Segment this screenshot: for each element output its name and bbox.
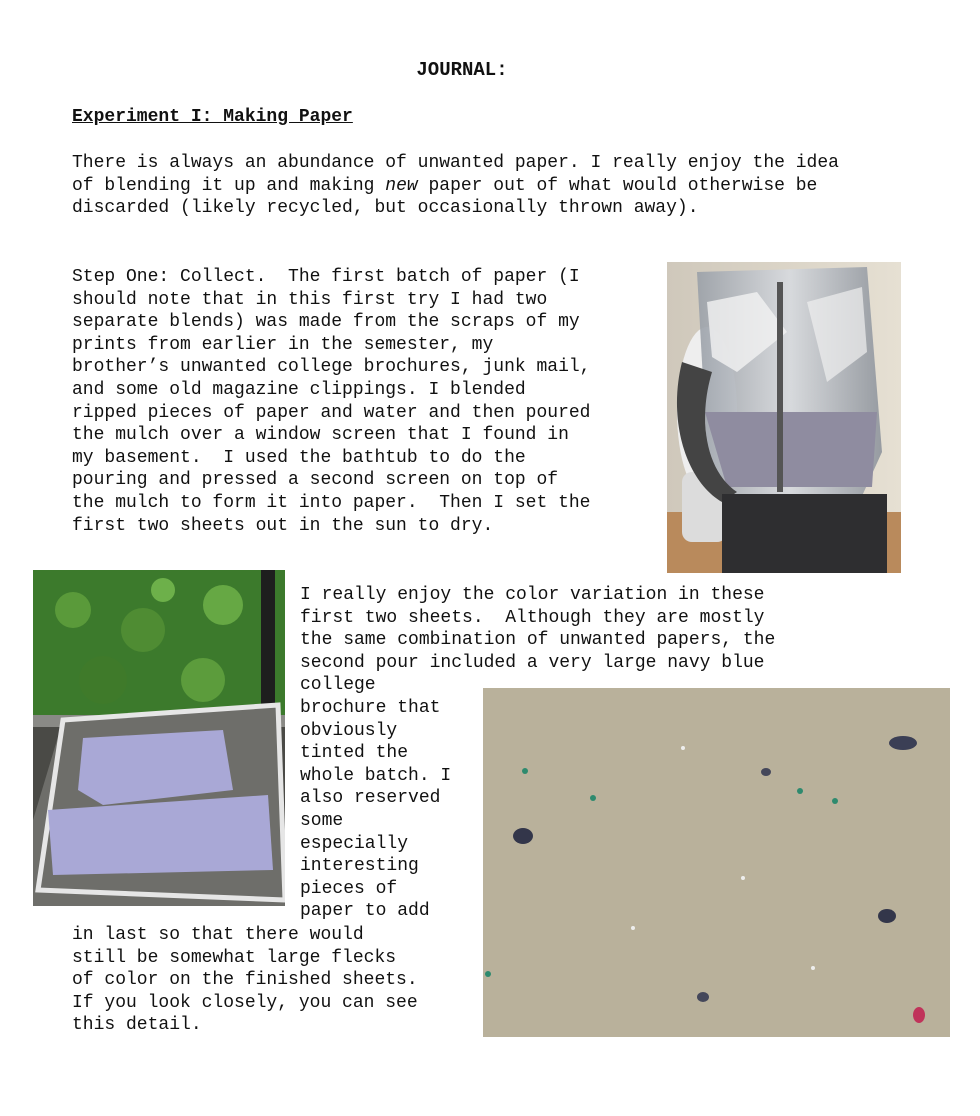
step-one-line: separate blends) was made from the scraps of my (72, 312, 580, 333)
step-one-line: ripped pieces of paper and water and then poured (72, 402, 591, 423)
blender-photo (667, 262, 901, 573)
step-one-line: prints from earlier in the semester, my (72, 334, 494, 355)
color-paragraph-top (300, 584, 775, 697)
color-paragraph-line: second pour included a very large navy blue (300, 652, 765, 673)
step-one-line: brother’s unwanted college brochures, junk mail, (72, 357, 591, 378)
color-paragraph-line: college (300, 675, 376, 696)
section-title: Experiment I: Making Paper (72, 107, 353, 127)
color-paragraph-line: still be somewhat large flecks (72, 947, 397, 968)
color-paragraph-line: of color on the finished sheets. (72, 970, 418, 991)
color-paragraph-line: interesting (300, 856, 419, 877)
step-one-line: Step One: Collect. The first batch of paper (I (72, 267, 580, 287)
color-paragraph-line: whole batch. I (300, 765, 452, 786)
color-paragraph-line: brochure that (300, 698, 441, 718)
color-paragraph-line: in last so that there would (72, 925, 364, 945)
step-one-line: first two sheets out in the sun to dry. (72, 515, 494, 536)
intro-emphasis: new (385, 175, 418, 196)
color-paragraph-line: I really enjoy the color variation in these (300, 585, 765, 605)
step-one-line: should note that in this first try I had two (72, 289, 548, 310)
intro-text-start: There is always an abundance of unwanted paper. I really enjoy the idea of blending it up and making (72, 153, 839, 196)
color-paragraph-line: first two sheets. Although they are mostly (300, 607, 765, 628)
color-paragraph-line: If you look closely, you can see (72, 992, 418, 1013)
color-paragraph-line: also reserved (300, 788, 441, 809)
step-one-line: the mulch to form it into paper. Then I set the (72, 492, 591, 513)
blender-base-shape (722, 494, 887, 573)
step-one-line: my basement. I used the bathtub to do the (72, 447, 526, 468)
step-one-line: and some old magazine clippings. I blended (72, 379, 526, 400)
step-one-line: the mulch over a window screen that I found in (72, 425, 569, 446)
drying-sheets-photo (33, 570, 285, 906)
color-paragraph-line: obviously (300, 720, 398, 741)
color-paragraph-line: the same combination of unwanted papers, the (300, 630, 776, 651)
color-paragraph-line: this detail. (72, 1015, 202, 1036)
page-heading: JOURNAL: (416, 59, 508, 81)
color-paragraph-bottom (72, 924, 418, 1037)
step-one-paragraph (72, 266, 590, 537)
intro-paragraph (72, 152, 847, 220)
paper-texture-photo (483, 688, 950, 1037)
intro-text-end: paper out of what would otherwise be discarded (likely recycled, but occasionally thrown away). (72, 175, 818, 219)
color-paragraph-line: some (300, 810, 344, 831)
step-one-line: pouring and pressed a second screen on top of (72, 470, 559, 491)
color-paragraph-line: paper to add (300, 901, 430, 922)
color-paragraph-narrow (300, 697, 451, 923)
color-paragraph-line: especially (300, 833, 409, 854)
color-paragraph-line: pieces of (300, 878, 398, 899)
color-paragraph-line: tinted the (300, 743, 409, 764)
